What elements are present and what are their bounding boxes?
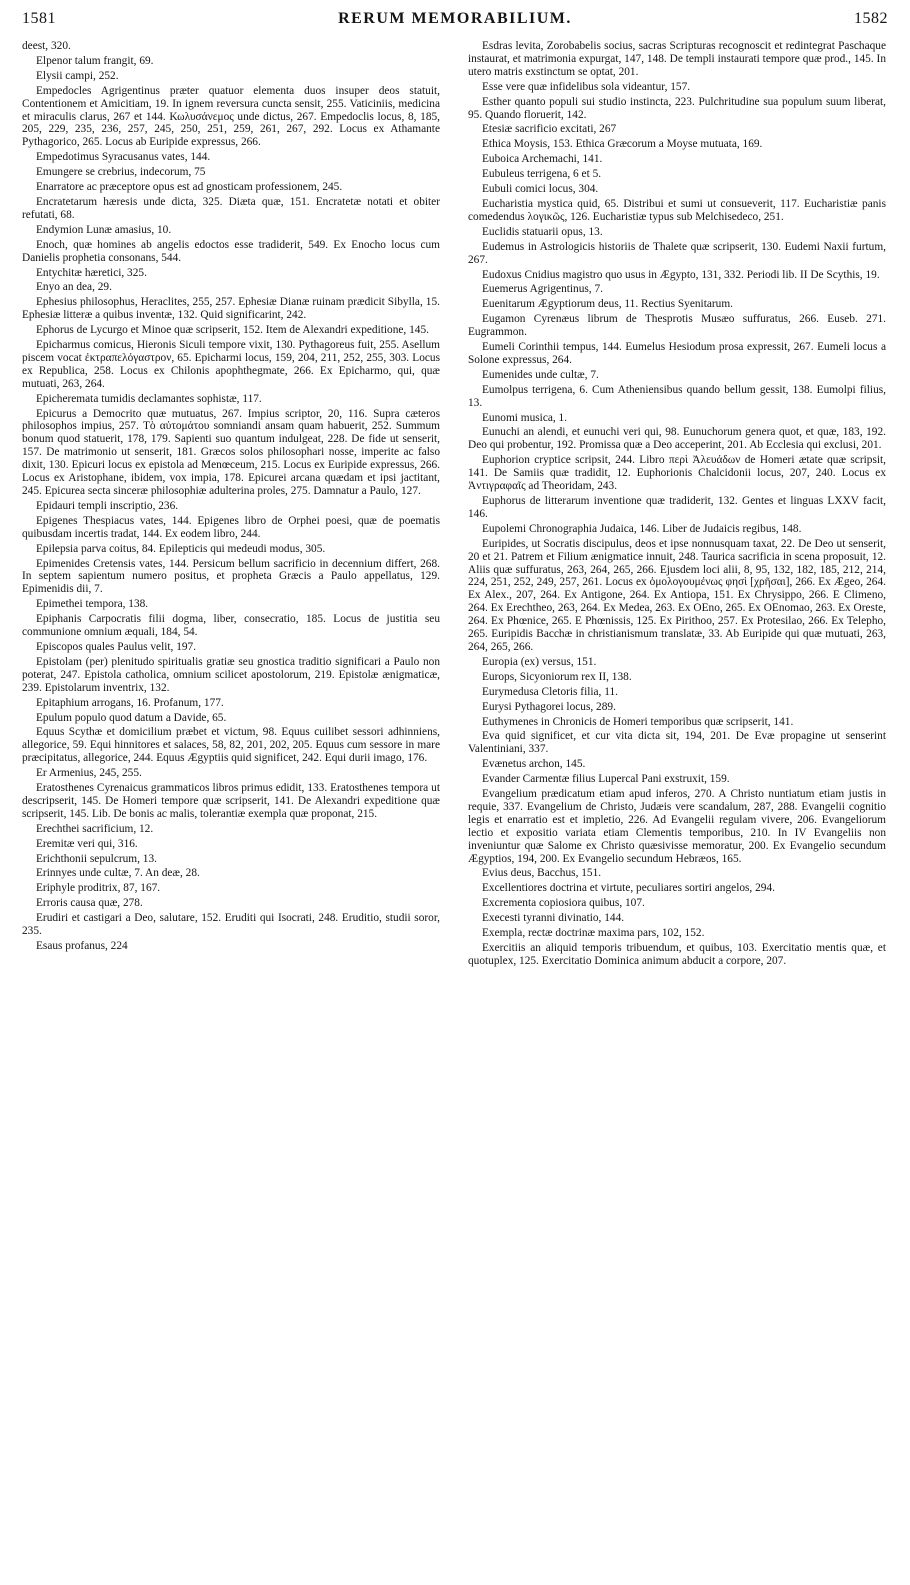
index-entry: Erichthonii sepulcrum, 13. — [36, 852, 157, 865]
index-entry: Epiphanis Carpocratis filii dogma, liber, consecratio, 185. Locus de justitia seu communione omnium æquali, 184, 54. — [22, 613, 440, 639]
index-entry: Etesiæ sacrificio excitati, 267 — [482, 123, 617, 136]
index-entry: Excrementa copiosiora quibus, 107. — [482, 897, 645, 910]
index-entry: Europia (ex) versus, 151. — [482, 655, 597, 668]
index-entry: Empedocles Agrigentinus præter quatuor elementa duos insuper deos statuit, Contentionem et Amicitiam, 19. In ignem reversura cuncta sensit, 255. Vaticiniis, medicina et miraculis clarus, 267 et 144. Κωλυσάνεμος unde dictus, 267. Empedoclis locus, 8, 185, 205, 229, 235, 236, 257, 245, 250, 251, 259, 261, 267, 292. Locus ex Athamante Pythagorico, 265. Locus ab Euripide expressus, 266. — [22, 84, 440, 149]
index-entry: Enyo an dea, 29. — [36, 281, 112, 294]
index-entry: Equus Scythæ et domicilium præbet et victum, 98. Equus cuilibet sessori adhinniens, allegorice, 59. Equi hinnitores et salaces, 58, 82, 201, 202, 205. Equus cum sessore in mare præcipitatus, allegorice, 244. Equus Ægyptiis quid significet, 242. Equi durii imago, 176. — [22, 726, 440, 765]
index-entry: Epimethei tempora, 138. — [36, 598, 149, 611]
index-entry: Erudiri et castigari a Deo, salutare, 152. Eruditi qui Isocrati, 248. Eruditio, studii soror, 235. — [22, 912, 440, 938]
index-entry: Eumolpus terrigena, 6. Cum Atheniensibus quando bellum gessit, 138. Eumolpi filius, 13. — [468, 383, 886, 409]
index-entry: Exercitiis an aliquid temporis tribuendum, et quibus, 103. Exercitatio mentis quæ, et quotuplex, 125. Exercitatio Dominica animum abducit a corpore, 207. — [468, 942, 886, 967]
index-entry: Epilepsia parva coitus, 84. Epilepticis qui medeudi modus, 305. — [36, 542, 326, 555]
page-number-left: 1581 — [22, 10, 56, 27]
index-entry: Epistolam (per) plenitudo spiritualis gratiæ seu gnostica traditio significari a Paulo non poterat, 247. Epistola catholica, omnium scilicet apostolorum, 219. Epistolæ ænigmaticæ, 239. Epistolarum inventrix, 132. — [22, 655, 440, 694]
index-entry: Euphorion cryptice scripsit, 244. Libro περὶ Ἀλευάδων de Homeri ætate quæ scripsit, 141. De Samiis quæ tradidit, 12. Euphorionis Chalcidonii locus, 207, 240. Locus ex Ἀντιγραφαῖς ad Theoridam, 243. — [468, 454, 886, 493]
index-entry: Erroris causa quæ, 278. — [36, 897, 143, 910]
index-entry: Eudemus in Astrologicis historiis de Thalete quæ scripserit, 130. Eudemi Naxii furtum, 267. — [468, 240, 886, 266]
index-column-left — [22, 40, 440, 955]
index-entry: Eunomi musica, 1. — [482, 411, 568, 424]
index-entry: Eupolemi Chronographia Judaica, 146. Liber de Judaicis regibus, 148. — [482, 522, 802, 535]
page-header — [22, 10, 888, 34]
index-entry: Eurymedusa Cletoris filia, 11. — [482, 685, 618, 698]
index-entry: Eumeli Corinthii tempus, 144. Eumelus Hesiodum prosa expressit, 267. Eumeli locus a Solone expressus, 264. — [468, 341, 886, 366]
index-entry: Eratosthenes Cyrenaicus grammaticos libros primus edidit, 133. Eratosthenes tempora ut descripserit, 145. De Homeri tempore quæ scripserit, 141. De Alexandri expeditione quæ scripserit, 145. Lib. De bonis ac malis, tolerantiæ exempla quæ proponat, 215. — [22, 782, 440, 820]
index-entry: Eubuli comici locus, 304. — [482, 183, 599, 196]
page-number-right: 1582 — [854, 10, 888, 27]
index-entry: Esther quanto populi sui studio instincta, 223. Pulchritudine sua populum suum liberat, 95. Quando floruerit, 142. — [468, 95, 886, 121]
index-entry: Epimenides Cretensis vates, 144. Persicum bellum sacrificio in decennium differt, 268. In septem sapientum numero positus, et propheta Græcis a Paulo appellatus, 129. Epimenidis dii, 7. — [22, 557, 440, 596]
index-entry: Elpenor talum frangit, 69. — [36, 54, 154, 67]
index-entry: Enoch, quæ homines ab angelis edoctos esse tradiderit, 549. Ex Enocho locus cum Danielis prophetia consonans, 544. — [22, 238, 440, 264]
index-entry: Epulum populo quod datum a Davide, 65. — [36, 711, 227, 724]
index-entry: Eurysi Pythagorei locus, 289. — [482, 700, 616, 713]
index-entry: Exempla, rectæ doctrinæ maxima pars, 102, 152. — [482, 927, 705, 940]
index-entry: Encratetarum hæresis unde dicta, 325. Diæta quæ, 151. Encratetæ notati et obiter refutati, 68. — [22, 195, 440, 221]
index-entry: Epicurus a Democrito quæ mutuatus, 267. Impius scriptor, 20, 116. Supra cæteros philosophos impius, 257. Τὸ αὐτομάτου somniandi ansam quam habuerit, 252. Summum bonum quod statuerit, 178, 179. Sapienti suo quantum indulgeat, 228. De fide ut senserit, 157. De matrimonio ut senserit, 181. Græcos solos philosophari nosse, imperite ac falso dixit, 130. Epicuri locus ex epistola ad Menœceum, 215. Locus ex Euripide expressus, 266. Locus ex Aristophane, ibidem, vox impia, 178. Epicurei arcana quædam et ipsi jactitant, 245. Epicurea secta sinceræ philosophiæ adulterina proles, 275. Damnatur a Paulo, 127. — [22, 407, 440, 497]
index-entry: Eremitæ veri qui, 316. — [36, 837, 138, 850]
index-entry: Euclidis statuarii opus, 13. — [482, 225, 603, 238]
index-entry: Excellentiores doctrina et virtute, peculiares sortiri angelos, 294. — [482, 882, 775, 895]
index-entry: Elysii campi, 252. — [36, 69, 119, 82]
index-entry: Ethica Moysis, 153. Ethica Græcorum a Moyse mutuata, 169. — [482, 138, 763, 151]
index-entry: Esdras levita, Zorobabelis socius, sacras Scripturas recognoscit et redintegrat Paschaque instaurat, et matrimonia expurgat, 147, 148. De templi instaurati tempore quæ prod., 145. In utero matris exstinctum se optat, 201. — [468, 40, 886, 78]
index-entry: Eumenides unde cultæ, 7. — [482, 368, 599, 381]
index-entry: Enarratore ac præceptore opus est ad gnosticam professionem, 245. — [36, 181, 343, 194]
index-entry: Eubuleus terrigena, 6 et 5. — [482, 168, 602, 181]
index-entry: Eunuchi an alendi, et eunuchi veri qui, 98. Eunuchorum genera quot, et quæ, 183, 192. Deo qui probentur, 192. Promissa quæ a Deo acceperint, 201. Ab Ecclesia qui exclusi, 201. — [468, 426, 886, 452]
index-entry: Emungere se crebrius, indecorum, 75 — [36, 166, 206, 179]
index-entry: Epigenes Thespiacus vates, 144. Epigenes libro de Orphei poesi, quæ de poematis quibusdam incertis tradat, 144. Ex eodem libro, 244. — [22, 514, 440, 540]
index-entry: Erinnyes unde cultæ, 7. An deæ, 28. — [36, 867, 200, 880]
index-entry: Erechthei sacrificium, 12. — [36, 822, 154, 835]
index-entry: Euboica Archemachi, 141. — [482, 153, 603, 166]
index-entry: Empedotimus Syracusanus vates, 144. — [36, 151, 211, 164]
index-entry: Eugamon Cyrenæus librum de Thesprotis Musæo suffuratus, 266. Euseb. 271. Eugrammon. — [468, 313, 886, 339]
index-entry: Esse vere quæ infidelibus sola videantur, 157. — [482, 80, 691, 93]
index-entry: Evander Carmentæ filius Lupercal Pani exstruxit, 159. — [482, 773, 730, 786]
index-entry: Evangelium prædicatum etiam apud inferos, 270. A Christo nuntiatum etiam justis in requie, 337. Evangelium de Christo, Judæis vere scandalum, 287, 288. Evangelii cognitio legis et enarratio est et impletio, 226. Ad Evangelii regulam vivere, 206. Evangeliorum lectio et expositio variata etiam Clementis temporibus, 210. In IV Evangeliis non inveniuntur quæ Salome ex Christo quæsivisse memoratur, 200. Ex Evangelio secundum Ægyptios, 194, 200. Ex Evangelio secundum Hebræos, 165. — [468, 788, 886, 865]
index-entry: Epidauri templi inscriptio, 236. — [36, 499, 179, 512]
index-entry: Euphorus de litterarum inventione quæ tradiderit, 132. Gentes et linguas LXXV facit, 146. — [468, 495, 886, 520]
index-entry: Eudoxus Cnidius magistro quo usus in Ægypto, 131, 332. Periodi lib. II De Scythis, 19. — [482, 268, 880, 281]
index-entry: deest, 320. — [22, 40, 71, 52]
index-entry: Episcopos quales Paulus velit, 197. — [36, 640, 197, 653]
index-entry: Esaus profanus, 224 — [36, 940, 128, 952]
index-entry: Euthymenes in Chronicis de Homeri temporibus quæ scripserit, 141. — [482, 715, 794, 728]
index-entry: Endymion Lunæ amasius, 10. — [36, 223, 172, 236]
index-entry: Eriphyle proditrix, 87, 167. — [36, 882, 161, 895]
index-entry: Evænetus archon, 145. — [482, 758, 586, 771]
index-entry: Epitaphium arrogans, 16. Profanum, 177. — [36, 696, 224, 709]
index-entry: Evius deus, Bacchus, 151. — [482, 867, 602, 880]
index-entry: Ephorus de Lycurgo et Minoe quæ scripserit, 152. Item de Alexandri expeditione, 145. — [36, 324, 429, 337]
index-column-right — [468, 40, 886, 970]
index-entry: Euripides, ut Socratis discipulus, deos et ipse nonnusquam taxat, 22. De Deo ut senserit, 20 et 21. Patrem et Filium ænigmatice innuit, 248. Taurica sacrificia in scena proposuit, 12. Aliis quæ suffuratus, 263, 264, 265, 266. Ejusdem loci alii, 8, 95, 132, 182, 185, 212, 214, 224, 251, 252, 249, 257, 261. Locus ex ὁμολογουμένως φησὶ [χρῆσαι], 266. Ex Ægeo, 264. Ex Alex., 207, 264. Ex Antigone, 264. Ex Antiopa, 151. Ex Chrysippo, 266. E Climeno, 264. Ex Erechtheo, 263, 264. Ex Medea, 263. Ex OEno, 265. Ex OEnomao, 263. Ex Oreste, 264. Ex Phœnice, 265. E Phœnissis, 125. Ex Pirithoo, 257. Ex Protesilao, 266. Ex Telepho, 265. Euripidis Bacchæ in christianismum translatæ, 33. Ab Euripide qui quæ mutuati, 263, 264, 265, 266. — [468, 537, 886, 653]
index-entry: Euenitarum Ægyptiorum deus, 11. Rectius Syenitarum. — [482, 298, 733, 311]
index-entry: Ephesius philosophus, Heraclites, 255, 257. Ephesiæ Dianæ ruinam prædicit Sibylla, 15. Ephesiæ litteræ a quibus inventæ, 132. Quid significarint, 242. — [22, 296, 440, 322]
index-entry: Epicharmus comicus, Hieronis Siculi tempore vixit, 130. Pythagoreus fuit, 255. Asellum piscem vocat ἐκτραπελόγαστρον, 65. Epicharmi locus, 159, 204, 211, 252, 255, 303. Locus ex Republica, 258. Locus ex Chilonis apophthegmate, 266. Ex Epicharmo, qui, quæ mutuati, 263, 264. — [22, 339, 440, 390]
index-entry: Execesti tyranni divinatio, 144. — [482, 912, 625, 925]
index-entry: Entychitæ hæretici, 325. — [36, 266, 147, 279]
index-entry: Er Armenius, 245, 255. — [36, 767, 142, 780]
running-title: RERUM MEMORABILIUM. — [338, 10, 572, 27]
index-entry: Europs, Sicyoniorum rex II, 138. — [482, 670, 632, 683]
index-entry: Epicheremata tumidis declamantes sophistæ, 117. — [36, 392, 262, 405]
index-entry: Euemerus Agrigentinus, 7. — [482, 283, 603, 296]
index-entry: Eucharistia mystica quid, 65. Distribui et sumi ut consueverit, 117. Eucharistiæ panis comedendus λογικῶς, 126. Eucharistiæ typus sub Melchisedeco, 251. — [468, 197, 886, 223]
index-entry: Eva quid significet, et cur vita dicta sit, 194, 201. De Evæ propagine ut senserint Valentiniani, 337. — [468, 730, 886, 756]
